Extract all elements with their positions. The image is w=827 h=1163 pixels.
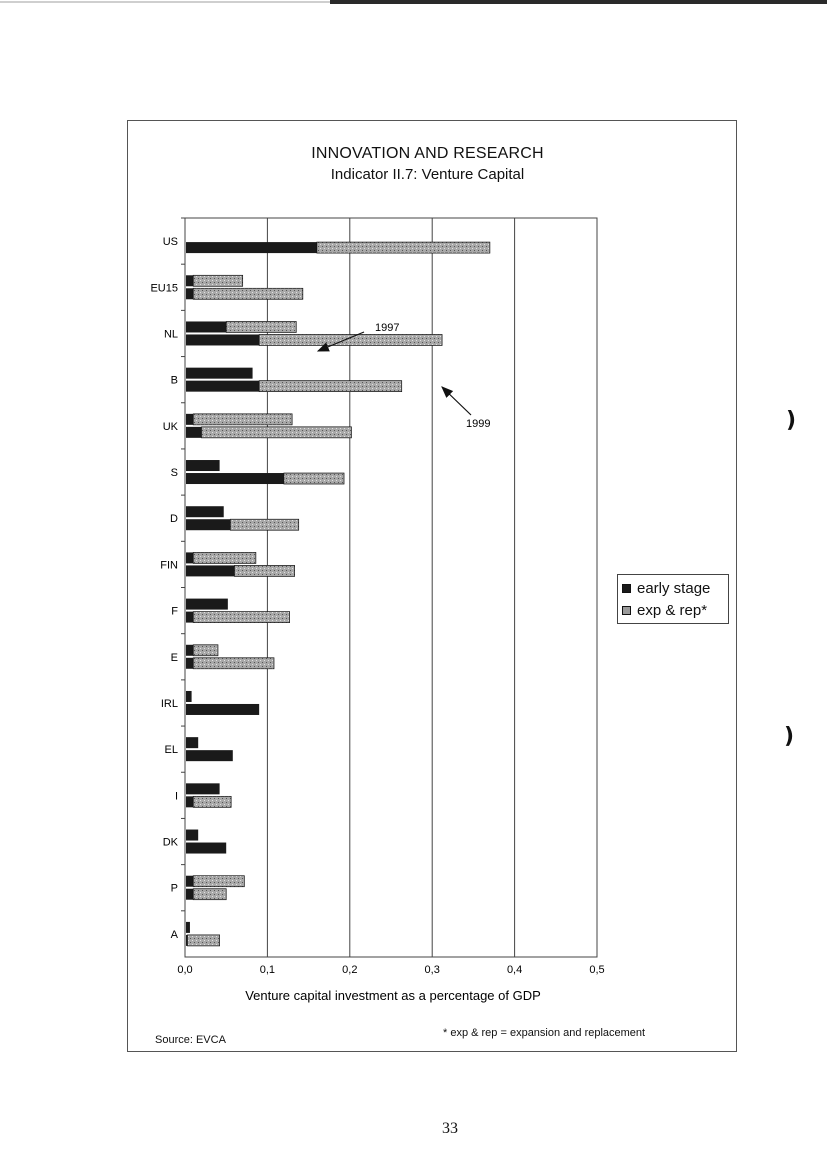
bar-exp-rep — [259, 381, 402, 392]
footnote: * exp & rep = expansion and replacement — [443, 1027, 646, 1039]
bar-early-stage — [186, 704, 259, 715]
y-tick-label: EL — [164, 744, 178, 757]
bar-early-stage — [186, 368, 253, 379]
x-axis-label: Venture capital investment as a percentage of GDP — [245, 988, 541, 1003]
x-tick-label: 0,5 — [589, 964, 605, 976]
bar-exp-rep — [317, 242, 490, 253]
annotation-label: 1997 — [375, 322, 400, 334]
chart-subtitle: Indicator II.7: Venture Capital — [330, 166, 525, 183]
y-tick-label: A — [170, 928, 178, 941]
y-tick-label: IRL — [160, 697, 178, 710]
bar-early-stage — [186, 612, 193, 623]
bar-early-stage — [186, 565, 234, 576]
bar-exp-rep — [193, 796, 231, 807]
y-tick-label: DK — [162, 836, 178, 849]
bar-early-stage — [186, 691, 192, 702]
bar-early-stage — [186, 830, 198, 841]
bar-early-stage — [186, 843, 226, 854]
bar-exp-rep — [193, 552, 256, 563]
chart-title: INNOVATION AND RESEARCH — [311, 145, 544, 162]
legend-label-early: early stage — [637, 579, 711, 597]
legend-swatch-early — [622, 584, 631, 593]
bar-exp-rep — [230, 519, 298, 530]
bar-early-stage — [186, 414, 193, 425]
bar-early-stage — [186, 242, 317, 253]
bar-early-stage — [186, 658, 193, 669]
bar-early-stage — [186, 334, 259, 345]
annotation-arrow — [442, 387, 471, 415]
bar-early-stage — [186, 889, 193, 900]
bar-early-stage — [186, 737, 198, 748]
x-tick-label: 0,3 — [424, 964, 440, 976]
bar-exp-rep — [193, 889, 226, 900]
legend-item-exp — [622, 600, 707, 620]
bar-exp-rep — [226, 321, 296, 332]
y-tick-label: FIN — [160, 559, 178, 572]
bar-early-stage — [186, 288, 193, 299]
bar-early-stage — [186, 427, 201, 438]
bar-early-stage — [186, 922, 190, 933]
bar-exp-rep — [193, 658, 274, 669]
y-tick-label: S — [170, 467, 178, 480]
y-tick-label: P — [170, 882, 178, 895]
bar-early-stage — [186, 519, 230, 530]
y-tick-label: US — [162, 236, 178, 249]
legend-label-exp: exp & rep* — [637, 601, 708, 619]
bar-early-stage — [186, 599, 228, 610]
bar-early-stage — [186, 460, 220, 471]
bar-early-stage — [186, 876, 193, 887]
y-tick-label: EU15 — [150, 282, 178, 295]
bar-exp-rep — [193, 275, 242, 286]
bar-early-stage — [186, 275, 193, 286]
legend-swatch-exp — [622, 606, 631, 615]
y-tick-label: F — [171, 605, 178, 618]
bar-exp-rep — [193, 612, 289, 623]
bar-exp-rep — [193, 288, 303, 299]
bar-early-stage — [186, 473, 284, 484]
chart-legend — [617, 574, 729, 624]
bar-exp-rep — [193, 876, 244, 887]
y-tick-label: I — [174, 790, 178, 803]
bar-exp-rep — [187, 935, 219, 946]
x-tick-label: 0,2 — [342, 964, 358, 976]
bar-exp-rep — [284, 473, 344, 484]
scan-mark: ) — [786, 408, 797, 433]
bar-exp-rep — [193, 645, 218, 656]
y-tick-label: E — [170, 651, 178, 664]
y-tick-label: NL — [163, 328, 178, 341]
bar-exp-rep — [259, 334, 442, 345]
y-tick-label: D — [170, 513, 178, 526]
y-tick-label: B — [170, 374, 178, 387]
bar-early-stage — [186, 552, 193, 563]
bar-early-stage — [186, 750, 233, 761]
bar-early-stage — [186, 506, 224, 517]
annotation-label: 1999 — [466, 418, 491, 430]
bar-early-stage — [186, 783, 220, 794]
page-number: 33 — [442, 1120, 458, 1137]
x-tick-label: 0,0 — [177, 964, 193, 976]
bar-exp-rep — [234, 565, 294, 576]
bar-early-stage — [186, 321, 226, 332]
bar-exp-rep — [193, 414, 292, 425]
source-note: Source: EVCA — [155, 1034, 226, 1046]
bar-early-stage — [186, 796, 193, 807]
y-tick-label: UK — [162, 420, 178, 433]
legend-item-early — [622, 578, 710, 598]
x-tick-label: 0,1 — [259, 964, 276, 976]
bar-exp-rep — [201, 427, 351, 438]
bar-early-stage — [186, 381, 259, 392]
bar-early-stage — [186, 645, 193, 656]
scan-mark: ) — [784, 724, 795, 749]
x-tick-label: 0,4 — [506, 964, 523, 976]
